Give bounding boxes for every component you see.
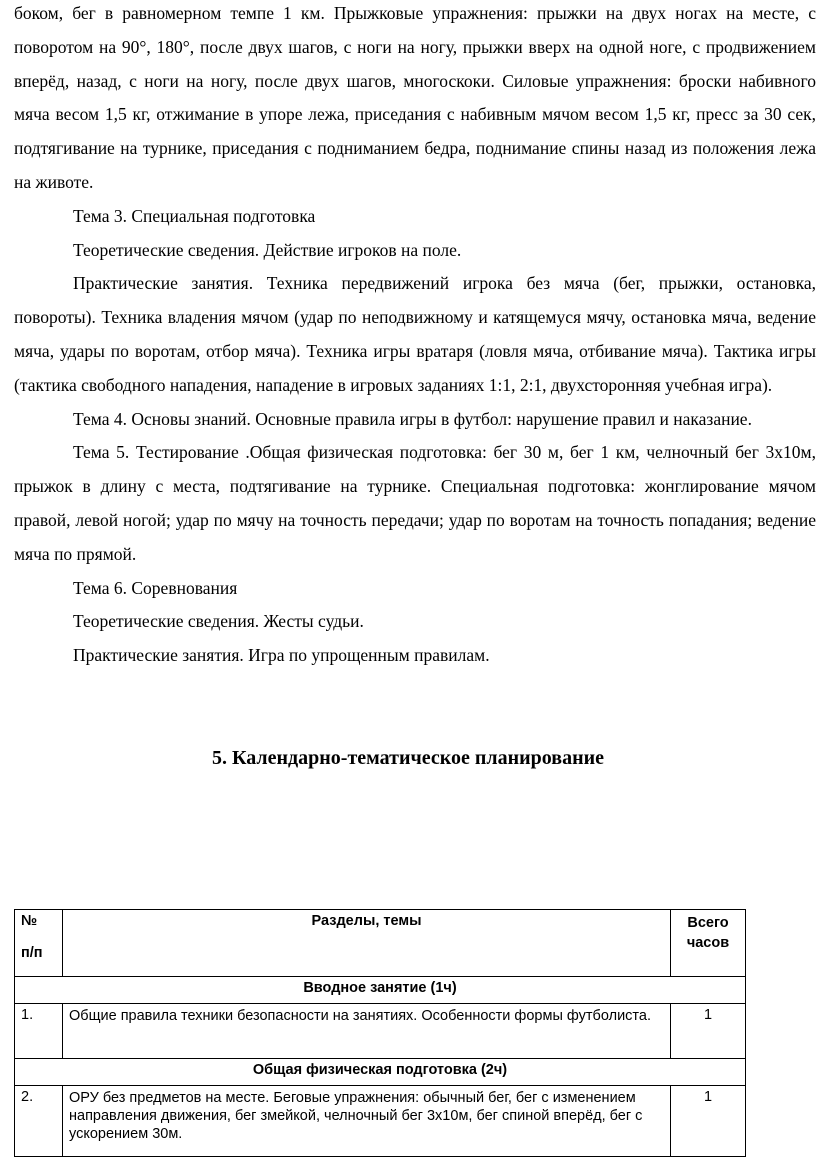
paragraph-topic-3: Тема 3. Специальная подготовка xyxy=(73,205,316,226)
paragraph-topic-6: Тема 6. Соревнования xyxy=(73,577,238,598)
row-hours: 1 xyxy=(671,1004,746,1059)
row-topic: Общие правила техники безопасности на занятиях. Особенности формы футболиста. xyxy=(63,1004,671,1059)
paragraph-practice-6: Практические занятия. Игра по упрощенным правилам. xyxy=(73,645,490,666)
table-section-row xyxy=(15,1059,746,1086)
row-number: 2. xyxy=(15,1086,63,1157)
paragraph-theory-3: Теоретические сведения. Действие игроков на поле. xyxy=(73,239,462,260)
paragraph-topic-4: Тема 4. Основы знаний. Основные правила игры в футбол: нарушение правил и наказание. xyxy=(73,408,752,429)
paragraph-practice-3: Практические занятия. Техника передвижений игрока без мяча (бег, прыжки, остановка, повороты). Техника владения мячом (удар по неподвижному и катящемуся мячу, остановка мяча, ведение мяча, удары по воротам, отбор мяча). Техника игры вратаря (ловля мяча, отбивание мяча). Тактика игры (тактика свободного нападения, нападение в игровых заданиях 1:1, 2:1, двухсторонняя учебная игра). xyxy=(14,273,816,395)
header-number xyxy=(15,910,63,977)
section-intro-title: Вводное занятие (1ч) xyxy=(15,977,746,1004)
paragraph-strength-exercises: боком, бег в равномерном темпе 1 км. Прыжковые упражнения: прыжки на двух ногах на месте, с поворотом на 90°, 180°, после двух шагов, с ноги на ногу, прыжки вверх на одной ноге, с продвижением вперёд, назад, с ноги на ногу, после двух шагов, многоскоки. Силовые упражнения: броски набивного мяча весом 1,5 кг, отжимание в упоре лежа, приседания с набивным мячом весом 1,5 кг, пресс за 30 сек, подтягивание на турнике, приседания с подниманием бедра, поднимание спины назад из положения лежа на животе. xyxy=(14,3,816,192)
document-page xyxy=(14,0,816,673)
row-topic: ОРУ без предметов на месте. Беговые упражнения: обычный бег, бег с изменением направления движения, бег змейкой, челночный бег 3х10м, бег спиной вперёд, бег с ускорением 30м. xyxy=(63,1086,671,1157)
paragraph-topic-5: Тема 5. Тестирование .Общая физическая подготовка: бег 30 м, бег 1 км, челночный бег 3х10м, прыжок в длину с места, подтягивание на турнике. Специальная подготовка: жонглирование мячом правой, левой ногой; удар по мячу на точность передачи; удар по воротам на точность попадания; ведение мяча по прямой. xyxy=(14,442,816,564)
table-section-row xyxy=(15,977,746,1004)
table-row xyxy=(15,1004,746,1059)
header-topics: Разделы, темы xyxy=(63,910,671,977)
header-number-symbol: № xyxy=(21,913,38,929)
section-ofp-title: Общая физическая подготовка (2ч) xyxy=(15,1059,746,1086)
paragraph-theory-6: Теоретические сведения. Жесты судьи. xyxy=(73,611,364,632)
planning-table xyxy=(14,909,746,1157)
row-hours: 1 xyxy=(671,1086,746,1157)
row-number: 1. xyxy=(15,1004,63,1059)
section-title: 5. Календарно-тематическое планирование xyxy=(211,747,605,769)
header-hours: Всего часов xyxy=(671,910,746,977)
header-number-pp: п/п xyxy=(21,945,43,961)
table-row xyxy=(15,1086,746,1157)
table-header-row xyxy=(15,910,746,977)
